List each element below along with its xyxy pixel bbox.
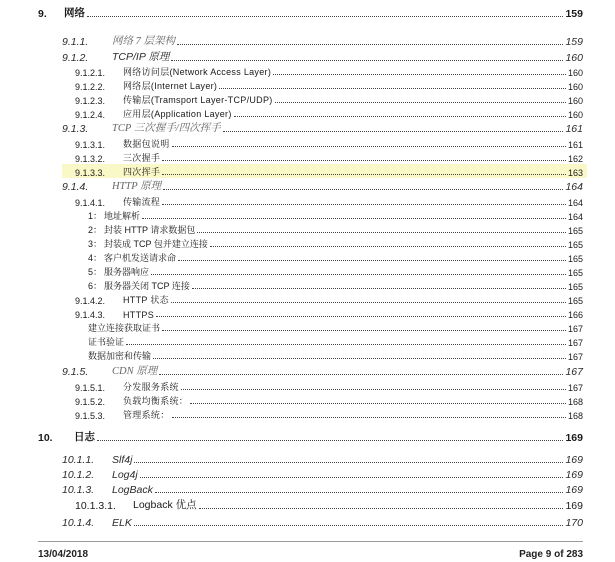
toc-entry-step-5[interactable] xyxy=(0,264,615,278)
toc-entry-number: 9.1.2.3. xyxy=(75,96,106,106)
toc-entry-step-6[interactable] xyxy=(0,278,615,292)
toc-entry-title: 服务器响应 xyxy=(104,267,150,277)
toc-leader-dots xyxy=(156,316,566,317)
toc-entry-9-1-3-3-highlighted[interactable] xyxy=(62,164,587,178)
toc-entry-10-1-1[interactable] xyxy=(0,452,615,466)
toc-entry-page: 160 xyxy=(567,82,583,92)
toc-entry-title: 传输流程 xyxy=(123,197,161,207)
toc-leader-dots xyxy=(181,389,566,390)
toc-entry-page: 164 xyxy=(567,212,583,222)
toc-entry-number: 9.1.3. xyxy=(62,123,89,135)
toc-entry-page: 162 xyxy=(567,154,583,164)
footer-page-number: Page 9 of 283 xyxy=(519,549,583,560)
toc-leader-dots xyxy=(210,246,566,247)
toc-entry-title: 日志 xyxy=(74,431,95,443)
toc-entry-number: 9.1.2. xyxy=(62,52,89,64)
footer-date: 13/04/2018 xyxy=(38,549,89,560)
toc-entry-page: 160 xyxy=(567,110,583,120)
toc-entry-title: 建立连接获取证书 xyxy=(88,323,161,333)
toc-entry-title: 网络访问层(Network Access Layer) xyxy=(123,67,272,77)
toc-entry-9-1-3-2[interactable] xyxy=(0,150,615,164)
toc-entry-page: 161 xyxy=(567,140,583,150)
toc-entry-https-verify[interactable] xyxy=(0,334,615,348)
toc-entry-page: 169 xyxy=(565,484,583,496)
toc-entry-title: 三次握手 xyxy=(123,153,161,163)
toc-entry-page: 160 xyxy=(567,68,583,78)
toc-entry-title: Log4j xyxy=(112,469,138,481)
toc-entry-title: 证书验证 xyxy=(88,337,125,347)
toc-entry-number: 10.1.1. xyxy=(62,454,95,466)
toc-entry-number: 9.1.3.1. xyxy=(75,140,106,150)
toc-entry-title: ELK xyxy=(112,517,132,529)
toc-entry-number: 9.1.1. xyxy=(62,36,89,48)
page-footer xyxy=(38,541,583,560)
toc-entry-9-1-2-4[interactable] xyxy=(0,106,615,120)
toc-entry-9-1-5[interactable] xyxy=(0,364,615,378)
toc-entry-10-1-4[interactable] xyxy=(0,515,615,529)
toc-entry-title: 地址解析 xyxy=(104,211,141,221)
toc-entry-page: 165 xyxy=(567,282,583,292)
toc-entry-page: 169 xyxy=(565,500,583,512)
toc-entry-10-1-2[interactable] xyxy=(0,467,615,481)
toc-entry-number: 3： xyxy=(88,239,103,249)
toc-leader-dots xyxy=(172,417,566,418)
toc-entry-number: 9.1.5.1. xyxy=(75,383,106,393)
toc-entry-9-1-2-1[interactable] xyxy=(0,64,615,78)
toc-entry-number: 9.1.5.2. xyxy=(75,397,106,407)
toc-leader-dots xyxy=(190,403,566,404)
toc-leader-dots xyxy=(140,477,564,478)
toc-entry-9-1-5-2[interactable] xyxy=(0,393,615,407)
toc-entry-page: 170 xyxy=(565,517,583,529)
toc-entry-number: 1： xyxy=(88,211,103,221)
toc-leader-dots xyxy=(162,204,566,205)
toc-leader-dots xyxy=(234,116,566,117)
toc-entry-page: 164 xyxy=(565,181,583,193)
toc-leader-dots xyxy=(275,102,566,103)
toc-entry-title: 管理系统： xyxy=(123,410,170,420)
toc-leader-dots xyxy=(162,160,566,161)
toc-entry-number: 9.1.3.2. xyxy=(75,154,106,164)
toc-entry-title: 传输层(Tramsport Layer-TCP/UDP) xyxy=(123,95,273,105)
toc-entry-page: 169 xyxy=(565,469,583,481)
toc-entry-page: 165 xyxy=(567,268,583,278)
toc-entry-title: 数据加密和传输 xyxy=(88,351,152,361)
toc-entry-number: 10. xyxy=(38,432,53,444)
toc-leader-dots xyxy=(223,131,564,132)
toc-entry-title: 服务器关闭 TCP 连接 xyxy=(104,281,190,291)
toc-entry-chapter-10[interactable] xyxy=(0,430,615,444)
toc-entry-page: 167 xyxy=(567,324,583,334)
toc-entry-9-1-5-1[interactable] xyxy=(0,379,615,393)
toc-entry-9-1-5-3[interactable] xyxy=(0,407,615,421)
toc-leader-dots xyxy=(273,74,566,75)
toc-entry-number: 9.1.2.2. xyxy=(75,82,106,92)
toc-entry-title: Logback 优点 xyxy=(133,499,197,511)
toc-leader-dots xyxy=(159,374,563,375)
toc-entry-number: 9. xyxy=(38,8,47,20)
toc-leader-dots xyxy=(163,189,563,190)
toc-entry-title: LogBack xyxy=(112,484,153,496)
toc-leader-dots xyxy=(162,174,566,175)
toc-entry-page: 169 xyxy=(565,432,583,444)
toc-entry-page: 159 xyxy=(565,36,583,48)
toc-entry-title: 客户机发送请求命 xyxy=(104,253,177,263)
toc-entry-chapter-9[interactable] xyxy=(0,6,615,20)
toc-entry-page: 165 xyxy=(567,240,583,250)
toc-leader-dots xyxy=(177,44,563,45)
toc-leader-dots xyxy=(97,440,563,441)
toc-leader-dots xyxy=(172,146,566,147)
toc-entry-title: 网络 7 层架构 xyxy=(112,36,175,47)
toc-entry-page: 168 xyxy=(567,411,583,421)
toc-entry-page: 167 xyxy=(565,366,583,378)
toc-leader-dots xyxy=(142,218,566,219)
toc-entry-page: 169 xyxy=(565,454,583,466)
toc-entry-page: 165 xyxy=(567,254,583,264)
toc-entry-number: 4： xyxy=(88,253,103,263)
toc-entry-number: 10.1.3.1. xyxy=(75,500,116,512)
toc-entry-page: 164 xyxy=(567,198,583,208)
toc-entry-9-1-3[interactable] xyxy=(0,121,615,135)
toc-entry-title: HTTP 原理 xyxy=(112,181,162,192)
toc-leader-dots xyxy=(155,492,564,493)
toc-entry-9-1-4-3[interactable] xyxy=(0,306,615,320)
toc-entry-page: 165 xyxy=(567,226,583,236)
toc-entry-number: 10.1.3. xyxy=(62,484,95,496)
toc-entry-page: 161 xyxy=(565,123,583,135)
toc-leader-dots xyxy=(134,525,564,526)
toc-entry-10-1-3[interactable] xyxy=(0,482,615,496)
toc-entry-title: CDN 原理 xyxy=(112,366,158,377)
toc-leader-dots xyxy=(162,330,566,331)
toc-entry-title: 封装成 TCP 包并建立连接 xyxy=(104,239,208,249)
toc-entry-9-1-2-3[interactable] xyxy=(0,92,615,106)
toc-entry-number: 9.1.5.3. xyxy=(75,411,106,421)
toc-entry-page: 166 xyxy=(567,310,583,320)
toc-leader-dots xyxy=(171,60,563,61)
toc-entry-https-encrypt[interactable] xyxy=(0,348,615,362)
toc-entry-page: 167 xyxy=(567,383,583,393)
toc-entry-number: 6： xyxy=(88,281,103,291)
toc-entry-number: 10.1.2. xyxy=(62,469,95,481)
toc-entry-title: 分发服务系统 xyxy=(123,382,179,392)
toc-entry-title: TCP/IP 原理 xyxy=(112,51,170,63)
toc-entry-number: 9.1.4.2. xyxy=(75,296,106,306)
toc-leader-dots xyxy=(219,88,566,89)
toc-entry-title: HTTP 状态 xyxy=(123,295,169,305)
toc-entry-number: 9.1.4.3. xyxy=(75,310,106,320)
toc-entry-9-1-3-1[interactable] xyxy=(0,136,615,150)
toc-leader-dots xyxy=(151,274,566,275)
toc-leader-dots xyxy=(153,358,566,359)
toc-entry-step-3[interactable] xyxy=(0,236,615,250)
toc-entry-title: 负载均衡系统： xyxy=(123,396,189,406)
toc-entry-number: 2： xyxy=(88,225,103,235)
toc-entry-9-1-1[interactable] xyxy=(0,34,615,48)
toc-entry-9-1-4[interactable] xyxy=(0,179,615,193)
toc-entry-number: 9.1.4. xyxy=(62,181,89,193)
toc-entry-number: 9.1.2.1. xyxy=(75,68,106,78)
toc-entry-title: 数据包说明 xyxy=(123,139,170,149)
toc-entry-page: 159 xyxy=(565,8,583,20)
toc-entry-9-1-4-2[interactable] xyxy=(0,292,615,306)
toc-entry-page: 167 xyxy=(567,352,583,362)
toc-leader-dots xyxy=(134,462,563,463)
toc-entry-title: 封装 HTTP 请求数据包 xyxy=(104,225,196,235)
toc-entry-https-cert[interactable] xyxy=(0,320,615,334)
toc-leader-dots xyxy=(178,260,566,261)
toc-leader-dots xyxy=(126,344,566,345)
toc-entry-title: 四次挥手 xyxy=(123,167,161,177)
toc-entry-title: 应用层(Application Layer) xyxy=(123,109,232,119)
toc-entry-page: 168 xyxy=(567,397,583,407)
toc-entry-number: 10.1.4. xyxy=(62,517,95,529)
toc-leader-dots xyxy=(192,288,566,289)
toc-entry-title: 网络 xyxy=(64,7,85,19)
toc-entry-page: 167 xyxy=(567,338,583,348)
toc-entry-number: 5： xyxy=(88,267,103,277)
toc-entry-step-1[interactable] xyxy=(0,208,615,222)
toc-entry-title: 网络层(Internet Layer) xyxy=(123,81,218,91)
toc-entry-number: 9.1.2.4. xyxy=(75,110,106,120)
toc-leader-dots xyxy=(197,232,566,233)
toc-leader-dots xyxy=(87,16,563,17)
toc-leader-dots xyxy=(199,508,564,509)
toc-entry-page: 163 xyxy=(567,168,583,178)
toc-entry-title: TCP 三次握手/四次挥手 xyxy=(112,123,221,134)
toc-entry-9-1-2-2[interactable] xyxy=(0,78,615,92)
toc-entry-step-2[interactable] xyxy=(0,222,615,236)
toc-entry-9-1-4-1[interactable] xyxy=(0,194,615,208)
toc-entry-page: 165 xyxy=(567,296,583,306)
toc-entry-number: 9.1.5. xyxy=(62,366,89,378)
toc-entry-title: HTTPS xyxy=(123,310,155,320)
toc-leader-dots xyxy=(171,302,566,303)
toc-entry-number: 9.1.4.1. xyxy=(75,198,106,208)
toc-entry-10-1-3-1[interactable] xyxy=(0,498,615,512)
toc-entry-page: 160 xyxy=(567,96,583,106)
toc-entry-9-1-2[interactable] xyxy=(0,50,615,64)
toc-entry-page: 160 xyxy=(565,52,583,64)
toc-entry-number: 9.1.3.3. xyxy=(75,168,106,178)
toc-entry-title: Slf4j xyxy=(112,454,133,466)
toc-entry-step-4[interactable] xyxy=(0,250,615,264)
